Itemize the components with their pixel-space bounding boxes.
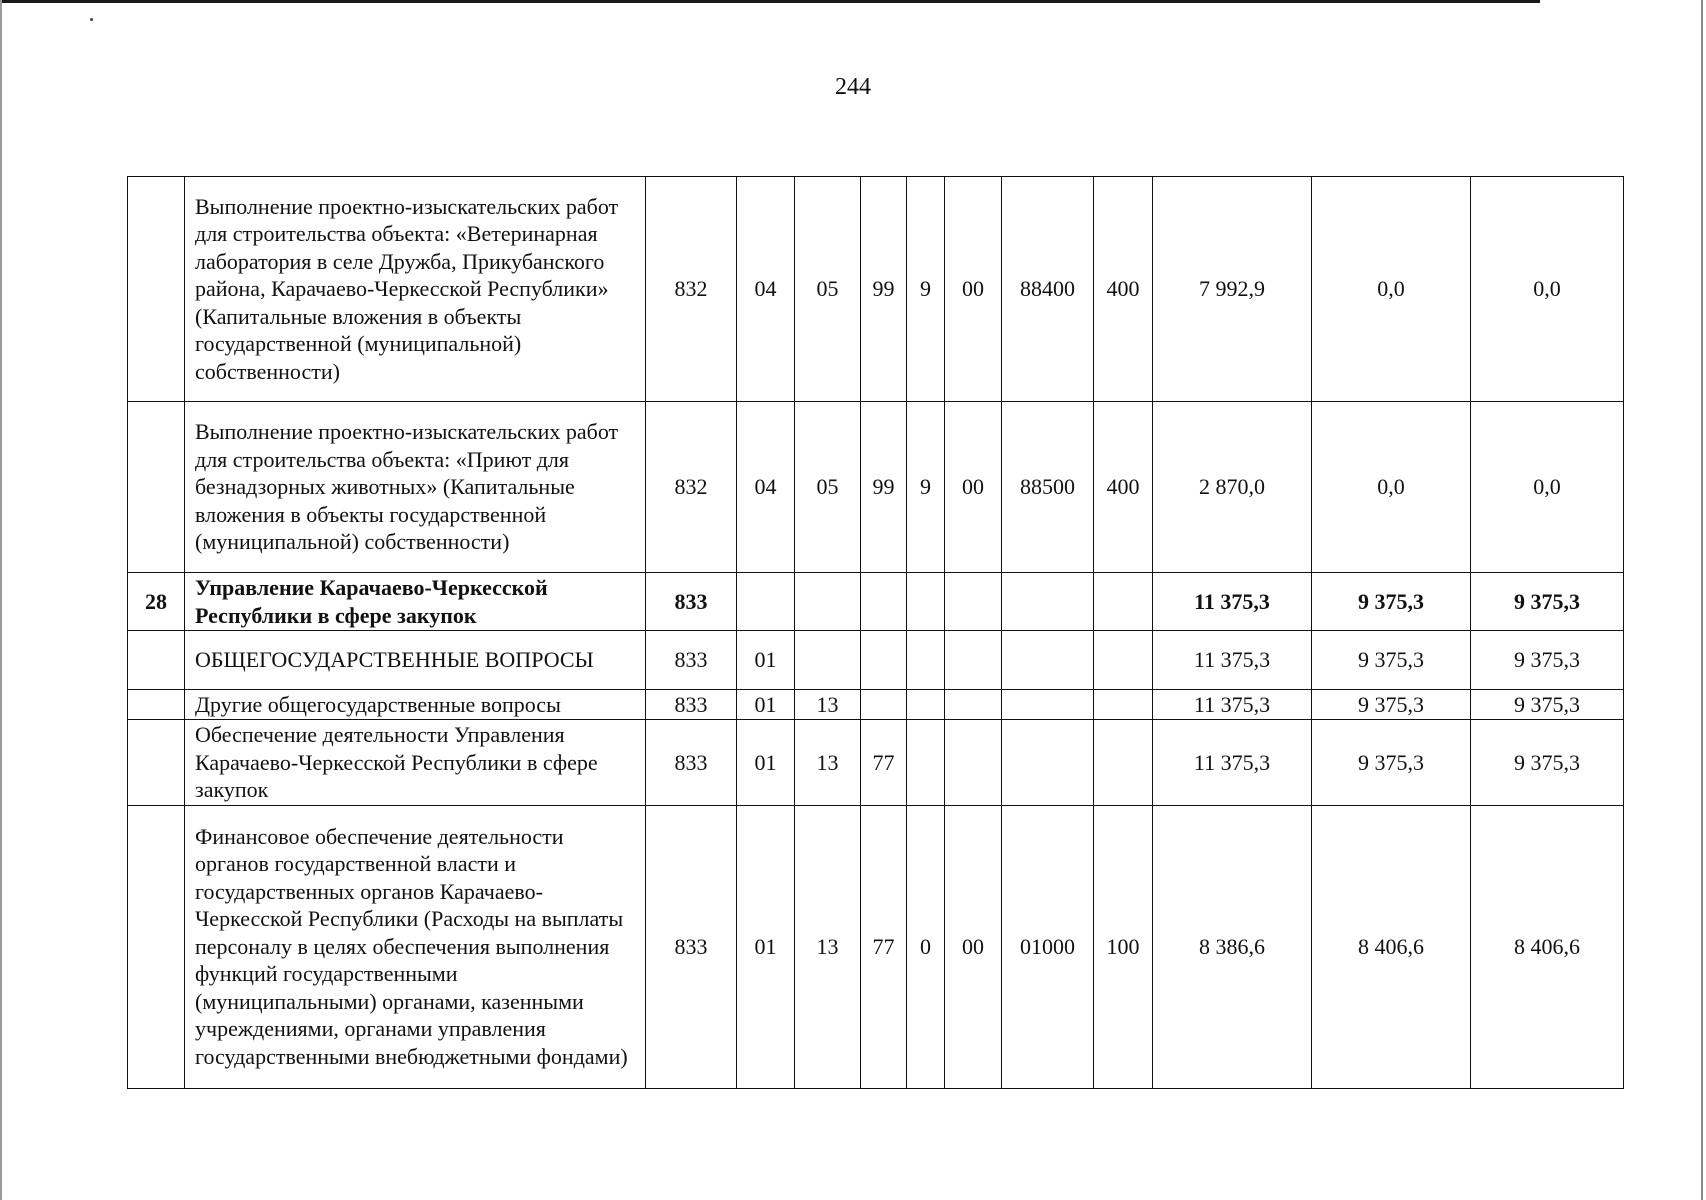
amount-year-3-cell: 0,0 [1471, 402, 1624, 573]
scan-speck [90, 18, 93, 21]
target-article-1-cell [861, 690, 907, 720]
target-article-2-cell [907, 690, 945, 720]
row-number-cell: 28 [128, 573, 185, 631]
amount-year-2-cell: 9 375,3 [1312, 720, 1471, 806]
table-row [128, 805, 1624, 1088]
amount-year-3-cell: 0,0 [1471, 177, 1624, 402]
amount-year-2-cell: 0,0 [1312, 402, 1471, 573]
table-row [128, 720, 1624, 806]
budget-table [127, 176, 1624, 1089]
scan-edge-right [1701, 0, 1703, 1200]
target-article-1-cell: 99 [861, 177, 907, 402]
target-article-4-cell: 88400 [1002, 177, 1094, 402]
target-article-4-cell: 88500 [1002, 402, 1094, 573]
subsection-cell [795, 631, 861, 690]
amount-year-1-cell: 8 386,6 [1153, 805, 1312, 1088]
section-cell: 01 [737, 690, 795, 720]
amount-year-1-cell: 11 375,3 [1153, 631, 1312, 690]
amount-year-2-cell: 9 375,3 [1312, 690, 1471, 720]
target-article-3-cell [945, 631, 1002, 690]
table-row [128, 631, 1624, 690]
row-number-cell [128, 402, 185, 573]
subsection-cell: 13 [795, 720, 861, 806]
target-article-4-cell [1002, 690, 1094, 720]
section-cell: 01 [737, 720, 795, 806]
amount-year-3-cell: 9 375,3 [1471, 573, 1624, 631]
amount-year-2-cell: 0,0 [1312, 177, 1471, 402]
expense-type-cell: 400 [1094, 177, 1153, 402]
grbs-cell: 833 [646, 690, 737, 720]
grbs-cell: 832 [646, 177, 737, 402]
amount-year-3-cell: 9 375,3 [1471, 690, 1624, 720]
target-article-1-cell [861, 631, 907, 690]
amount-year-1-cell: 11 375,3 [1153, 720, 1312, 806]
amount-year-1-cell: 11 375,3 [1153, 573, 1312, 631]
table-row [128, 402, 1624, 573]
expense-type-cell: 100 [1094, 805, 1153, 1088]
scan-edge-left [0, 0, 2, 1200]
row-name-cell: Финансовое обеспечение деятельности органов государственной власти и государственных органов Карачаево-Черкесской Республики (Расходы на выплаты персоналу в целях обеспечения выполнения функций государственными (муниципальными) органами, казенными учреждениями, органами управления государственными внебюджетными фондами) [185, 805, 646, 1088]
row-name-cell: Обеспечение деятельности Управления Карачаево-Черкесской Республики в сфере закупок [185, 720, 646, 806]
amount-year-2-cell: 8 406,6 [1312, 805, 1471, 1088]
amount-year-3-cell: 9 375,3 [1471, 631, 1624, 690]
target-article-3-cell [945, 573, 1002, 631]
row-name-cell: Другие общегосударственные вопросы [185, 690, 646, 720]
target-article-2-cell [907, 573, 945, 631]
row-number-cell [128, 631, 185, 690]
target-article-4-cell [1002, 720, 1094, 806]
amount-year-2-cell: 9 375,3 [1312, 631, 1471, 690]
expense-type-cell [1094, 573, 1153, 631]
grbs-cell: 833 [646, 720, 737, 806]
target-article-4-cell: 01000 [1002, 805, 1094, 1088]
row-number-cell [128, 720, 185, 806]
target-article-3-cell: 00 [945, 177, 1002, 402]
table-row [128, 690, 1624, 720]
row-name-cell: Выполнение проектно-изыскательских работ для строительства объекта: «Приют для безнадзорных животных» (Капитальные вложения в объекты государственной (муниципальной) собственности) [185, 402, 646, 573]
target-article-1-cell: 99 [861, 402, 907, 573]
target-article-2-cell: 9 [907, 177, 945, 402]
expense-type-cell [1094, 690, 1153, 720]
grbs-cell: 833 [646, 573, 737, 631]
grbs-cell: 833 [646, 631, 737, 690]
row-name-cell: Управление Карачаево-Черкесской Республики в сфере закупок [185, 573, 646, 631]
expense-type-cell [1094, 720, 1153, 806]
target-article-3-cell: 00 [945, 805, 1002, 1088]
section-cell: 04 [737, 402, 795, 573]
target-article-4-cell [1002, 631, 1094, 690]
expense-type-cell [1094, 631, 1153, 690]
scan-edge-top [0, 0, 1540, 3]
row-name-cell: ОБЩЕГОСУДАРСТВЕННЫЕ ВОПРОСЫ [185, 631, 646, 690]
amount-year-2-cell: 9 375,3 [1312, 573, 1471, 631]
section-cell: 04 [737, 177, 795, 402]
table-row [128, 573, 1624, 631]
subsection-cell [795, 573, 861, 631]
target-article-1-cell: 77 [861, 720, 907, 806]
target-article-2-cell [907, 720, 945, 806]
row-number-cell [128, 690, 185, 720]
grbs-cell: 832 [646, 402, 737, 573]
row-number-cell [128, 805, 185, 1088]
amount-year-1-cell: 2 870,0 [1153, 402, 1312, 573]
subsection-cell: 13 [795, 805, 861, 1088]
amount-year-3-cell: 8 406,6 [1471, 805, 1624, 1088]
target-article-4-cell [1002, 573, 1094, 631]
subsection-cell: 13 [795, 690, 861, 720]
row-number-cell [128, 177, 185, 402]
amount-year-1-cell: 7 992,9 [1153, 177, 1312, 402]
amount-year-1-cell: 11 375,3 [1153, 690, 1312, 720]
target-article-2-cell: 9 [907, 402, 945, 573]
amount-year-3-cell: 9 375,3 [1471, 720, 1624, 806]
target-article-3-cell [945, 720, 1002, 806]
section-cell: 01 [737, 805, 795, 1088]
subsection-cell: 05 [795, 177, 861, 402]
grbs-cell: 833 [646, 805, 737, 1088]
section-cell [737, 573, 795, 631]
target-article-1-cell: 77 [861, 805, 907, 1088]
expense-type-cell: 400 [1094, 402, 1153, 573]
row-name-cell: Выполнение проектно-изыскательских работ для строительства объекта: «Ветеринарная лаборатория в селе Дружба, Прикубанского района, Карачаево-Черкесской Республики» (Капитальные вложения в объекты государственной (муниципальной) собственности) [185, 177, 646, 402]
subsection-cell: 05 [795, 402, 861, 573]
page-number: 244 [835, 74, 871, 100]
section-cell: 01 [737, 631, 795, 690]
table-row [128, 177, 1624, 402]
target-article-3-cell: 00 [945, 402, 1002, 573]
target-article-3-cell [945, 690, 1002, 720]
target-article-1-cell [861, 573, 907, 631]
target-article-2-cell: 0 [907, 805, 945, 1088]
target-article-2-cell [907, 631, 945, 690]
